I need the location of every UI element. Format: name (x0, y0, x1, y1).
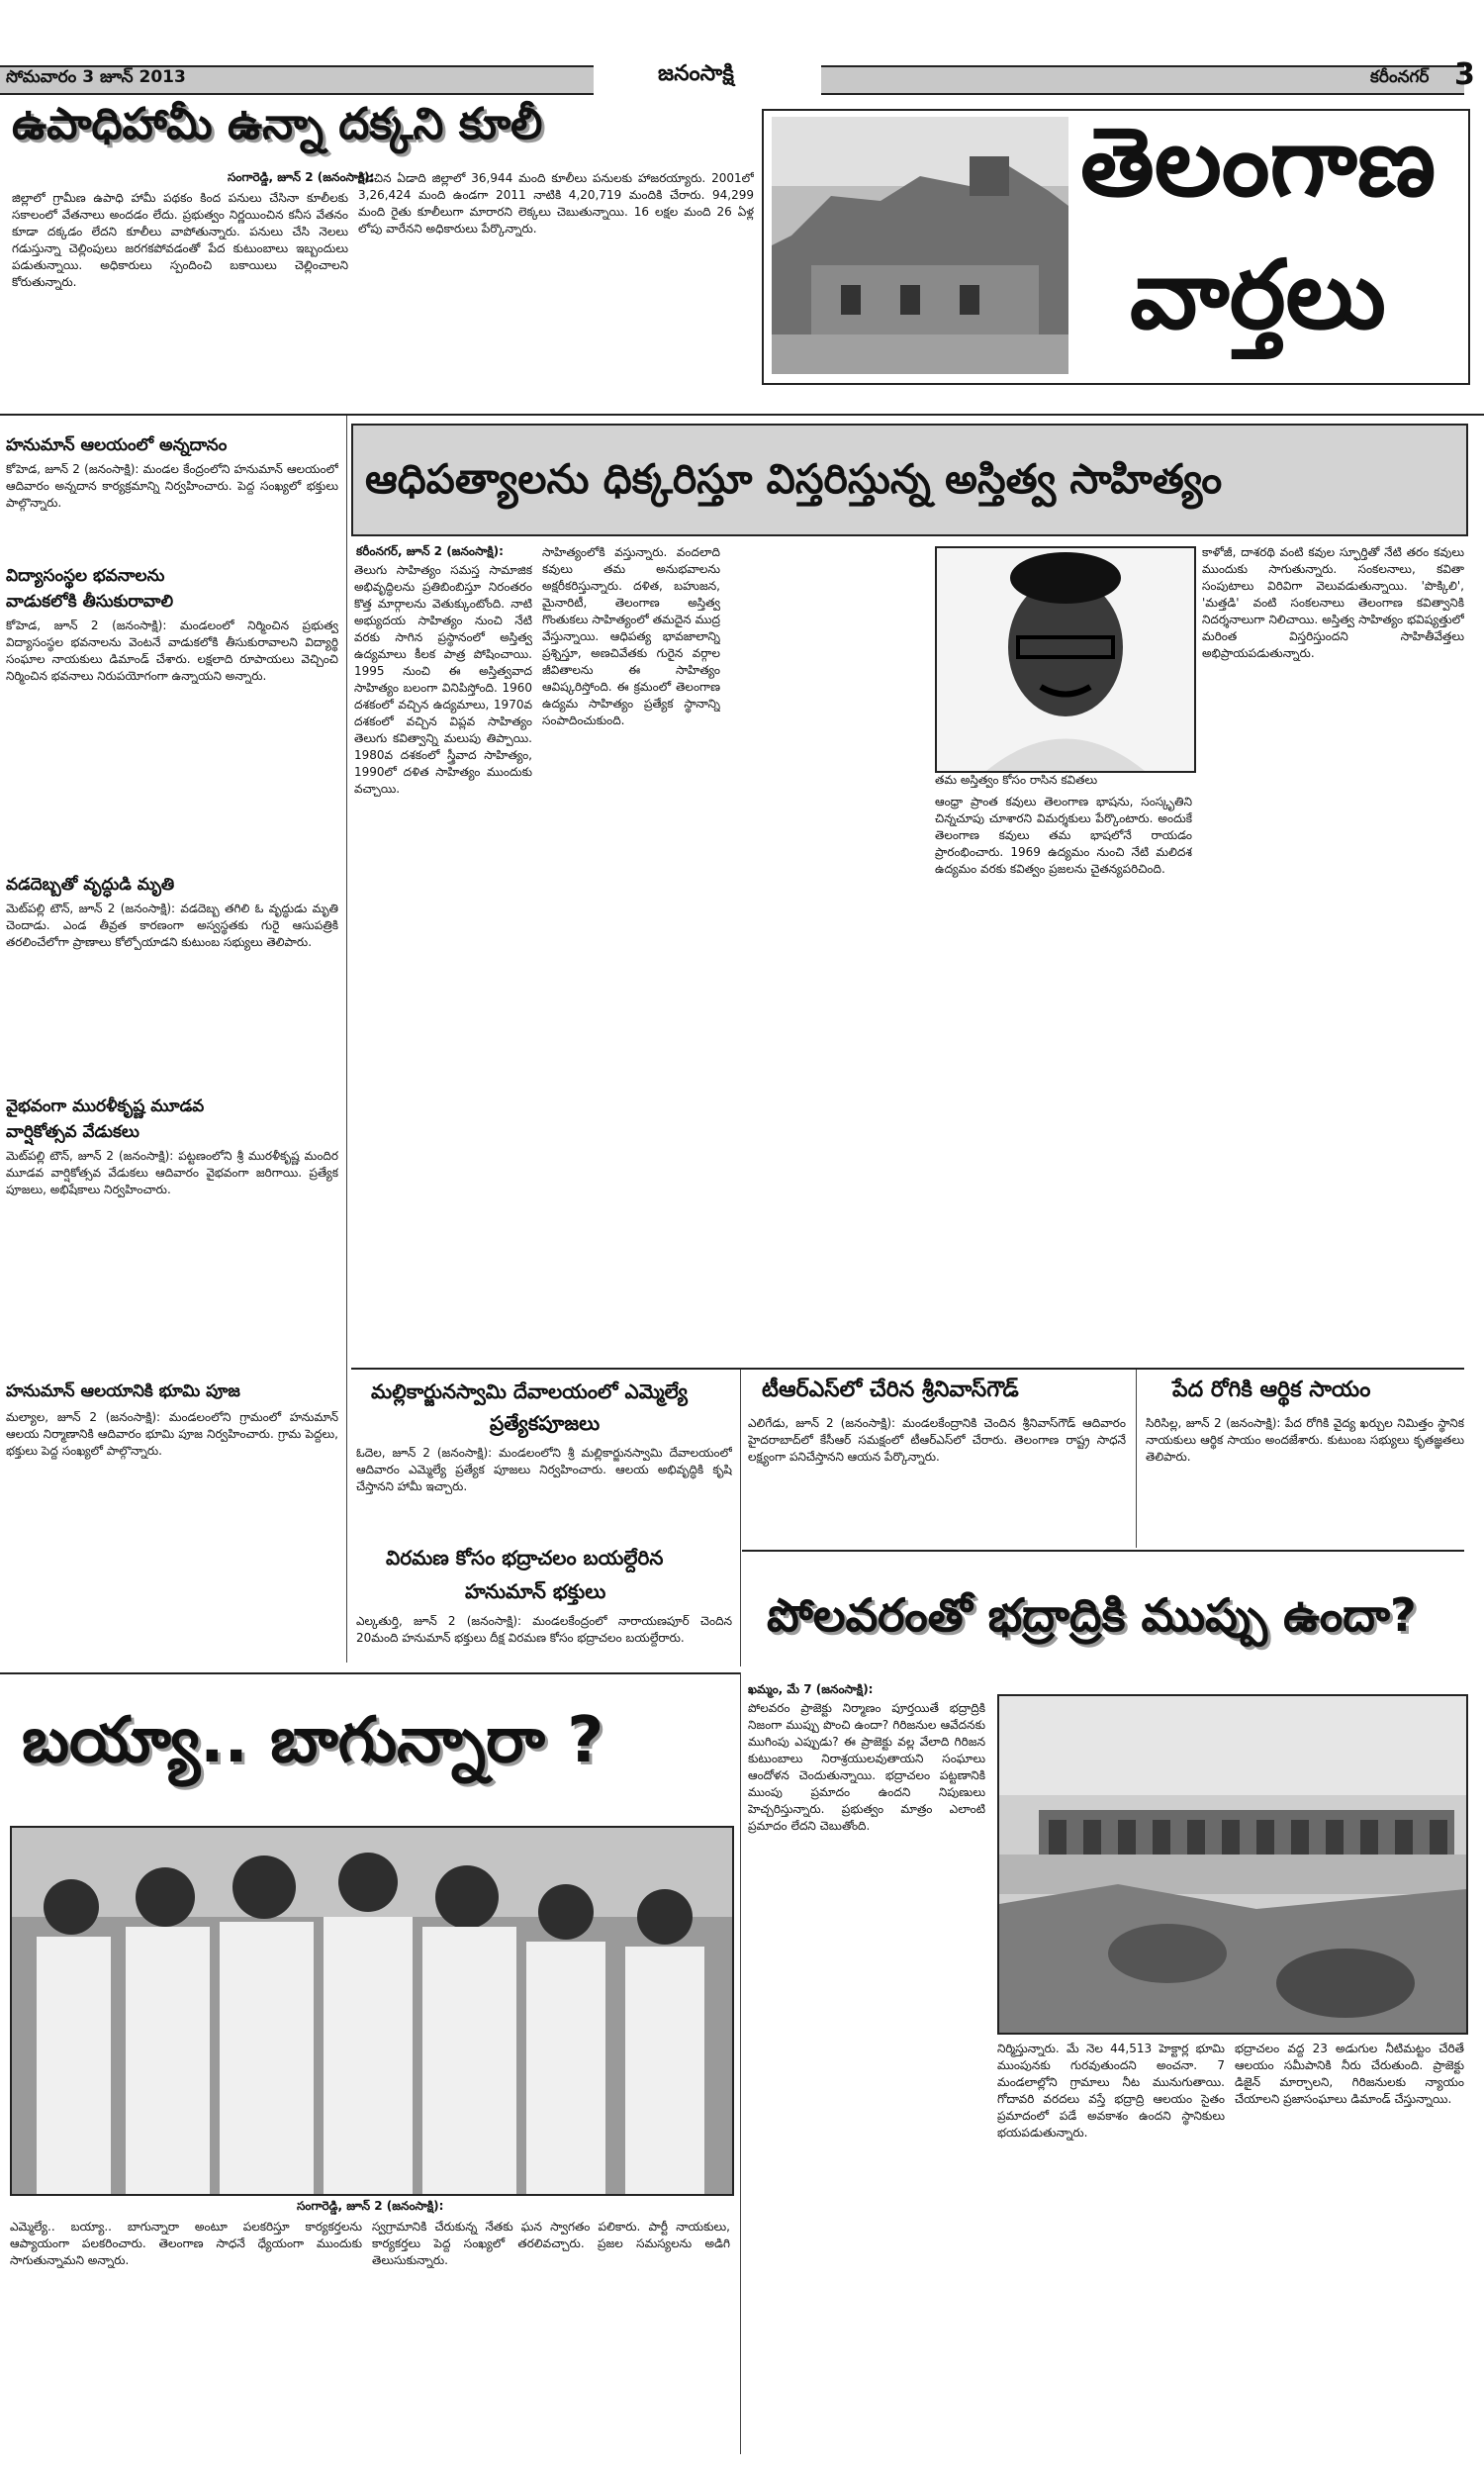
telangana-box (762, 109, 1470, 385)
left-s5-head: హనుమాన్ ఆలయానికి భూమి పూజ (6, 1381, 240, 1401)
rule-top (0, 414, 1484, 416)
polavaram-dateline: ఖమ్మం, మే 7 (జనంసాక్షి): (748, 1682, 874, 1696)
baya-headline: బయ్యా.. బాగున్నారా ? (22, 1704, 604, 1777)
mid-s1-head1: మల్లికార్జునస్వామి దేవాలయంలో ఎమ్మెల్యే (371, 1380, 688, 1403)
polavaram-col1: పోలవరం ప్రాజెక్టు నిర్మాణం పూర్తయితే భద్రాద్రికి నిజంగా ముప్పు పొంచి ఉందా? గిరిజనుల ఆవేదనకు ముగింపు ఎప్పుడు? ఈ ప్రాజెక్టు వల్ల వేలాది గిరిజన కుటుంబాలు నిరాశ్రయులవుతాయని సంఘాలు ఆందోళన చెందుతున్నాయి. భద్రాచలం పట్టణానికి ముంపు ప్రమాదం ఉందని నిపుణులు హెచ్చరిస్తున్నారు. ప్రభుత్వం మాత్రం ఎలాంటి ప్రమాదం లేదని చెబుతోంది. (748, 1701, 985, 1833)
left-s4-head2: వార్షికోత్సవ వేడుకలు (6, 1122, 139, 1142)
upadhi-body-col1: జిల్లాలో గ్రామీణ ఉపాధి హామీ పథకం కింద పనులు చేసినా కూలీలకు సకాలంలో వేతనాలు అందడం లేదు. ప్రభుత్వం నిర్ణయించిన కనీస వేతనం కూడా దక్కడం లేదని కూలీలు వాపోతున్నారు. పనులు చేసి నెలలు గడుస్తున్నా చెల్లింపులు జరగకపోవడంతో పేద కుటుంబాలు ఇబ్బందులు పడుతున్నాయి. అధికారులు స్పందించి బకాయిలు చెల్లించాలని కోరుతున్నారు. (12, 191, 348, 289)
mid-s2-head1: విరమణ కోసం భద్రాచలం బయల్దేరిన (386, 1546, 664, 1570)
trs-aid-rule (1136, 1370, 1137, 1548)
header-bar-right (821, 65, 1464, 95)
left-s3-body: మెట్‌పల్లి టౌన్, జూన్ 2 (జనంసాక్షి): వడదెబ్బ తగిలి ఓ వృద్ధుడు మృతి చెందాడు. ఎండ తీవ్రత కారణంగా అస్వస్థతకు గురై ఆసుపత్రికి తరలించేలోగా ప్రాణాలు కోల్పోయాడని కుటుంబ సభ్యులు తెలిపారు. (6, 902, 338, 949)
fort-photo (772, 117, 1068, 374)
mid-s1-head2: ప్రత్యేకపూజలు (490, 1411, 601, 1435)
leaders-photo (10, 1826, 734, 2196)
trs-body: ఎలిగేడు, జూన్ 2 (జనంసాక్షి): మండలకేంద్రానికి చెందిన శ్రీనివాస్‌గౌడ్ ఆదివారం హైదరాబాద్‌లో కేసీఆర్ సమక్షంలో టీఆర్ఎస్‌లో చేరారు. తెలంగాణ రాష్ట్ర సాధనే లక్ష్యంగా పనిచేస్తానని ఆయన పేర్కొన్నారు. (748, 1416, 1126, 1464)
feature-dateline: కరీంనగర్, జూన్ 2 (జనంసాక్షి): (356, 544, 504, 558)
aid-body: సిరిసిల్ల, జూన్ 2 (జనంసాక్షి): పేద రోగికి వైద్య ఖర్చుల నిమిత్తం స్థానిక నాయకులు ఆర్థిక సాయం అందజేశారు. కుటుంబ సభ్యులు కృతజ్ఞతలు తెలిపారు. (1146, 1416, 1464, 1464)
baya-caption-dateline: సంగారెడ్డి, జూన్ 2 (జనంసాక్షి): (297, 2199, 444, 2213)
left-s1-body: కోహెడ, జూన్ 2 (జనంసాక్షి): మండల కేంద్రంలోని హనుమాన్ ఆలయంలో ఆదివారం అన్నదాన కార్యక్రమాన్ని నిర్వహించారు. పెద్ద సంఖ్యలో భక్తులు పాల్గొన్నారు. (6, 462, 338, 510)
feature-banner (351, 424, 1468, 536)
upadhi-body-col2: గడచిన ఏడాది జిల్లాలో 36,944 మంది కూలీలు పనులకు హాజరయ్యారు. 2001లో 3,26,424 మంది ఉండగా 2011 నాటికి 4,20,719 మందికి చేరారు. 94,299 మంది రైతు కూలీలుగా మారారని లెక్కలు చెబుతున్నాయి. 16 లక్షల మంది 26 ఏళ్ల లోపు వారేనని అధికారులు పేర్కొన్నారు. (358, 171, 754, 236)
paper-logo: జనంసాక్షి (658, 61, 734, 86)
left-s4-body: మెట్‌పల్లి టౌన్, జూన్ 2 (జనంసాక్షి): పట్టణంలోని శ్రీ మురళీకృష్ణ మందిర మూడవ వార్షికోత్సవ వేడుకలు ఆదివారం వైభవంగా జరిగాయి. ప్రత్యేక పూజలు, అభిషేకాలు నిర్వహించారు. (6, 1149, 338, 1196)
mid-s1-body: ఓదెల, జూన్ 2 (జనంసాక్షి): మండలంలోని శ్రీ మల్లికార్జునస్వామి దేవాలయంలో ఆదివారం ఎమ్మెల్యే ప్రత్యేక పూజలు నిర్వహించారు. ఆలయ అభివృద్ధికి కృషి చేస్తానని హామీ ఇచ్చారు. (356, 1446, 732, 1493)
polavaram-col2: నిర్మిస్తున్నారు. మే నెల 44,513 హెక్టార్ల భూమి ముంపునకు గురవుతుందని అంచనా. 7 మండలాల్లోని గ్రామాలు నీట మునుగుతాయి. గోదావరి వరదలు వస్తే భద్రాద్రి ఆలయం సైతం ప్రమాదంలో పడే అవకాశం ఉందని స్థానికులు భయపడుతున్నారు. (997, 2042, 1225, 2140)
author-photo-caption: తమ అస్తిత్వం కోసం రాసిన కవితలు (935, 773, 1098, 787)
telangana-title: తెలంగాణ (1080, 109, 1437, 218)
dam-image (999, 1696, 1466, 2033)
author-photo (935, 546, 1196, 773)
vaarthalu-title: వార్తలు (1130, 239, 1386, 350)
trs-head: టీఆర్ఎస్‌లో చేరిన శ్రీనివాస్‌గౌడ్ (762, 1378, 1019, 1402)
left-s2-head2: వాడుకలోకి తీసుకురావాలి (6, 592, 174, 612)
feature-headline: ఆధిపత్యాలను ధిక్కరిస్తూ విస్తరిస్తున్న అస్తిత్వ సాహిత్యం (365, 455, 1223, 503)
feature-col2: సాహిత్యంలోకి వస్తున్నారు. వందలాది కవులు తమ అనుభవాలను అక్షరీకరిస్తున్నారు. దళిత, బహుజన, మైనారిటీ, తెలంగాణ అస్తిత్వ గొంతుకలు సాహిత్యంలో తమదైన ముద్ర వేస్తున్నాయి. ఆధిపత్య భావజాలాన్ని ప్రశ్నిస్తూ, అణచివేతకు గురైన వర్గాల జీవితాలను ఈ సాహిత్యం ఆవిష్కరిస్తోంది. ఈ క్రమంలో తెలంగాణ ఉద్యమ సాహిత్యం ప్రత్యేక స్థానాన్ని సంపాదించుకుంది. (542, 545, 720, 727)
district-name: కరీంనగర్ (1370, 67, 1430, 87)
aid-head: పేద రోగికి ఆర్థిక సాయం (1172, 1378, 1371, 1402)
left-col-rule (346, 416, 347, 1663)
left-s2-body: కోహెడ, జూన్ 2 (జనంసాక్షి): మండలంలో నిర్మించిన ప్రభుత్వ విద్యాసంస్థల భవనాలను వెంటనే వాడుకలోకి తీసుకురావాలని విద్యార్థి సంఘాల నాయకులు డిమాండ్ చేశారు. లక్షలాది రూపాయలు వెచ్చించి నిర్మించిన భవనాలు నిరుపయోగంగా ఉన్నాయని అన్నారు. (6, 618, 338, 683)
feature-col1: తెలుగు సాహిత్యం సమస్త సామాజిక అభివృద్ధిలను ప్రతిబింబిస్తూ నిరంతరం కొత్త మార్గాలను వెతుక్కుంటోంది. నాటి అభ్యుదయ సాహిత్యం నుంచి నేటి వరకు సాగిన ప్రస్థానంలో అస్తిత్వ ఉద్యమాలు కీలక పాత్ర పోషించాయి. 1995 నుంచి ఈ అస్తిత్వవాద సాహిత్యం బలంగా వినిపిస్తోంది. 1960 దశకంలో వచ్చిన ఉద్యమాలు, 1970వ దశకంలో వచ్చిన విప్లవ సాహిత్యం తెలుగు కవిత్వాన్ని మలుపు తిప్పాయి. 1980వ దశకంలో స్త్రీవాద సాహిత్యం, 1990లో దళిత సాహిత్యం ముందుకు వచ్చాయి. (354, 563, 532, 796)
page-number: 3 (1454, 57, 1475, 92)
left-s5-body: మల్యాల, జూన్ 2 (జనంసాక్షి): మండలంలోని గ్రామంలో హనుమాన్ ఆలయ నిర్మాణానికి ఆదివారం భూమి పూజ నిర్వహించారు. గ్రామ పెద్దలు, భక్తులు పెద్ద సంఖ్యలో పాల్గొన్నారు. (6, 1410, 338, 1458)
left-s3-head: వడదెబ్బతో వృద్ధుడి మృతి (6, 875, 175, 895)
left-s1-head: హనుమాన్ ఆలయంలో అన్నదానం (6, 435, 228, 455)
polavaram-col3: భద్రాచలం వద్ద 23 అడుగుల నీటిమట్టం చేరితే ఆలయం సమీపానికి నీరు చేరుతుంది. ప్రాజెక్టు డిజైన్ మార్చాలని, గిరిజనులకు న్యాయం చేయాలని ప్రజాసంఘాలు డిమాండ్ చేస్తున్నాయి. (1235, 2042, 1464, 2106)
rule-mid (351, 1368, 1464, 1370)
dam-photo (997, 1694, 1468, 2035)
mid-s2-head2: హనుమాన్ భక్తులు (465, 1579, 606, 1603)
author-portrait (937, 548, 1194, 771)
polavaram-headline: పోలవరంతో భద్రాద్రికి ముప్పు ఉందా? (767, 1588, 1417, 1642)
left-s2-head1: విద్యాసంస్థల భవనాలను (6, 566, 165, 586)
baya-polavaram-rule (740, 1672, 741, 2454)
rule-baya (0, 1672, 740, 1674)
issue-date: సోమవారం 3 జూన్ 2013 (6, 67, 186, 87)
leaders-image (12, 1828, 732, 2194)
baya-body-col2: స్వగ్రామానికి చేరుకున్న నేతకు ఘన స్వాగతం పలికారు. పార్టీ నాయకులు, కార్యకర్తలు పెద్ద సంఖ్యలో తరలివచ్చారు. ప్రజల సమస్యలను అడిగి తెలుసుకున్నారు. (372, 2220, 730, 2267)
upadhi-dateline: సంగారెడ్డి, జూన్ 2 (జనంసాక్షి): (228, 170, 375, 184)
feature-col3: ఆంధ్రా ప్రాంత కవులు తెలంగాణ భాషను, సంస్కృతిని చిన్నచూపు చూశారని విమర్శకులు పేర్కొంటారు. అందుకే తెలంగాణ కవులు తమ భాషలోనే రాయడం ప్రారంభించారు. 1969 ఉద్యమం నుంచి నేటి మలిదశ ఉద్యమం వరకు కవిత్వం ప్రజలను చైతన్యపరిచింది. (935, 795, 1192, 876)
baya-caption-body: ఎమ్మెల్యే.. బయ్యా.. బాగున్నారా అంటూ పలకరిస్తూ కార్యకర్తలను ఆప్యాయంగా పలకరించారు. తెలంగాణ సాధనే ధ్యేయంగా ముందుకు సాగుతున్నామని అన్నారు. (10, 2220, 362, 2267)
mid-col-rule (740, 1370, 741, 1666)
left-s4-head1: వైభవంగా మురళీకృష్ణ మూడవ (6, 1096, 205, 1116)
mid-s2-body: ఎల్కతుర్తి, జూన్ 2 (జనంసాక్షి): మండలకేంద్రంలో నారాయణపూర్ చెందిన 20మంది హనుమాన్ భక్తులు దీక్ష విరమణ కోసం భద్రాచలం బయల్దేరారు. (356, 1614, 732, 1645)
feature-col4: కాళోజీ, దాశరథి వంటి కవుల స్ఫూర్తితో నేటి తరం కవులు ముందుకు సాగుతున్నారు. సంకలనాలు, కవితా సంపుటాలు విరివిగా వెలువడుతున్నాయి. 'పొక్కిలి', 'మత్తడి' వంటి సంకలనాలు తెలంగాణ కవిత్వానికి నిదర్శనాలుగా నిలిచాయి. అస్తిత్వ సాహిత్యం భవిష్యత్తులో మరింత విస్తరిస్తుందని సాహితీవేత్తలు అభిప్రాయపడుతున్నారు. (1202, 545, 1464, 660)
rule-polavaram (742, 1550, 1464, 1552)
upadhi-headline: ఉపాధిహామీ ఉన్నా దక్కని కూలీ (12, 99, 543, 149)
